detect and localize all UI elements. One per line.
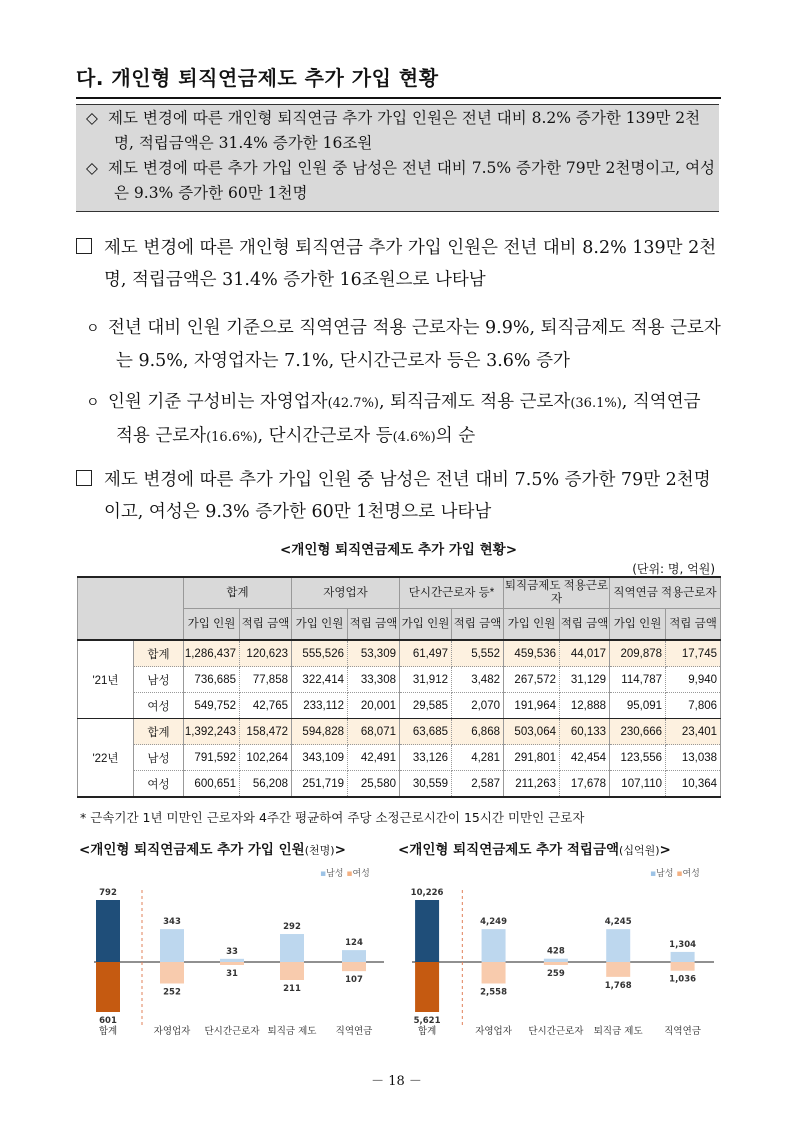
- data-label-female: 5,621: [413, 1016, 441, 1026]
- table-cell: 549,752: [184, 693, 240, 719]
- table-cell: 60,133: [560, 719, 610, 745]
- data-label-female: 107: [345, 975, 363, 986]
- data-label-female: 259: [547, 969, 565, 979]
- chart-unit: (천명): [304, 844, 335, 857]
- table-gender-cell: 합계: [134, 719, 184, 745]
- bar-female: [671, 962, 695, 971]
- body-text: , 단시간근로자 등: [257, 426, 393, 446]
- table-cell: 6,868: [452, 719, 504, 745]
- table-cell: 2,070: [452, 693, 504, 719]
- category-label: 직역연금: [335, 1026, 373, 1037]
- table-group-header: 직역연금 적용근로자: [610, 577, 721, 609]
- table-cell: 61,497: [400, 640, 452, 667]
- table-sub-header: 가입 인원: [610, 609, 666, 641]
- table-cell: 233,112: [292, 693, 348, 719]
- bar-female: [96, 962, 120, 1012]
- bar-male: [415, 900, 439, 962]
- category-label: 단시간근로자: [528, 1026, 584, 1037]
- body-paragraph-3: [76, 386, 721, 454]
- data-label-female: 1,036: [669, 974, 697, 985]
- chart-title-text: >: [659, 842, 671, 858]
- summary-text: 제도 변경에 따른 추가 가입 인원 중 남성은 전년 대비 7.5% 증가한 79만 2천명이고, 여성은 9.3% 증가한 60만 1천명: [108, 159, 716, 202]
- table-cell: 3,482: [452, 667, 504, 693]
- bar-male: [96, 900, 120, 962]
- category-label: 단시간근로자: [204, 1026, 260, 1037]
- section-title: 다. 개인형 퇴직연금제도 추가 가입 현황: [76, 62, 721, 99]
- amount-diverging-bar-chart: [398, 862, 720, 1052]
- table-cell: 42,765: [240, 693, 292, 719]
- table-group-header: 자영업자: [292, 577, 400, 609]
- table-row: [78, 745, 721, 771]
- members-diverging-bar-chart: [80, 862, 390, 1052]
- bar-female: [160, 962, 184, 984]
- body-text: 의 순: [435, 426, 476, 446]
- table-sub-header: 가입 인원: [400, 609, 452, 641]
- bar-male: [160, 929, 184, 962]
- data-label-female: 601: [99, 1016, 117, 1026]
- diamond-icon: ◇: [86, 109, 98, 127]
- bar-male: [220, 959, 244, 962]
- table-gender-cell: 합계: [134, 640, 184, 667]
- summary-text: 제도 변경에 따른 개인형 퇴직연금 추가 가입 인원은 전년 대비 8.2% 증가한 139만 2천명, 적립금액은 31.4% 증가한 16조원: [108, 109, 701, 152]
- bar-female: [606, 962, 630, 977]
- legend-swatch-male: ▪: [650, 869, 657, 879]
- table-row: [78, 640, 721, 667]
- table-cell: 63,685: [400, 719, 452, 745]
- legend-swatch-male: ▪: [320, 869, 327, 879]
- table-cell: 594,828: [292, 719, 348, 745]
- table-group-header: 합계: [184, 577, 292, 609]
- data-label-male: 292: [283, 922, 301, 933]
- body-text: 전년 대비 인원 기준으로 직역연금 적용 근로자는 9.9%, 퇴직금제도 적용 근로자는 9.5%, 자영업자는 7.1%, 단시간근로자 등은 3.6% 증가: [108, 318, 721, 371]
- table-sub-header: 가입 인원: [292, 609, 348, 641]
- table-cell: 9,940: [666, 667, 721, 693]
- table-cell: 56,208: [240, 771, 292, 798]
- body-paragraph-1: [76, 232, 721, 296]
- category-label: 합계: [98, 1026, 118, 1037]
- bar-female: [482, 962, 506, 984]
- legend-label-male: 남성: [656, 869, 677, 879]
- table-cell: 102,264: [240, 745, 292, 771]
- bullet-circle-icon: ㅇ: [86, 395, 100, 411]
- table-cell: 95,091: [610, 693, 666, 719]
- body-text: 인원 기준 구성비는 자영업자: [108, 392, 328, 412]
- legend-label-female: 여성: [682, 869, 700, 879]
- table-cell: 31,129: [560, 667, 610, 693]
- table-cell: 114,787: [610, 667, 666, 693]
- table-row: [78, 719, 721, 745]
- table-sub-header: 적립 금액: [348, 609, 400, 641]
- category-label: 합계: [417, 1026, 437, 1037]
- legend-label-male: 남성: [326, 869, 347, 879]
- data-label-female: 1,768: [604, 980, 632, 991]
- checkbox-square-icon: [76, 470, 92, 486]
- table-cell: 12,888: [560, 693, 610, 719]
- data-label-male: 1,304: [669, 939, 697, 950]
- table-title: <개인형 퇴직연금제도 추가 가입 현황>: [279, 542, 518, 558]
- table-cell: 13,038: [666, 745, 721, 771]
- table-cell: 33,308: [348, 667, 400, 693]
- table-cell: 10,364: [666, 771, 721, 798]
- category-label: 퇴직금 제도: [593, 1026, 643, 1037]
- body-paragraph-4: [76, 464, 721, 528]
- bar-female: [280, 962, 304, 980]
- table-cell: 33,126: [400, 745, 452, 771]
- table-cell: 211,263: [504, 771, 560, 798]
- table-gender-cell: 여성: [134, 693, 184, 719]
- chart-unit: (십억원): [619, 844, 660, 857]
- table-corner: [78, 577, 184, 640]
- table-group-header: 단시간근로자 등*: [400, 577, 504, 609]
- body-text: 제도 변경에 따른 추가 가입 인원 중 남성은 전년 대비 7.5% 증가한 79만 2천명이고, 여성은 9.3% 증가한 60만 1천명으로 나타남: [104, 470, 711, 522]
- chart-legend: [320, 867, 370, 879]
- table-cell: 343,109: [292, 745, 348, 771]
- bar-male: [671, 952, 695, 962]
- data-label-female: 211: [283, 984, 301, 995]
- table-row: [78, 693, 721, 719]
- bar-male: [482, 929, 506, 962]
- table-cell: 68,071: [348, 719, 400, 745]
- legend-swatch-female: ▪: [676, 869, 683, 879]
- table-cell: 20,001: [348, 693, 400, 719]
- bar-male: [280, 934, 304, 962]
- table-cell: 1,392,243: [184, 719, 240, 745]
- table-cell: 251,719: [292, 771, 348, 798]
- table-unit: (단위: 명, 억원): [632, 562, 715, 576]
- table-cell: 120,623: [240, 640, 292, 667]
- checkbox-square-icon: [76, 238, 92, 254]
- table-row: [78, 667, 721, 693]
- summary-item: [76, 106, 719, 156]
- category-label: 퇴직금 제도: [267, 1026, 317, 1037]
- body-text: , 직역연금 적용 근로자: [116, 392, 701, 446]
- table-cell: 1,286,437: [184, 640, 240, 667]
- data-label-male: 33: [226, 946, 238, 957]
- data-label-male: 4,249: [480, 917, 508, 928]
- table-cell: 17,678: [560, 771, 610, 798]
- body-text: 제도 변경에 따른 개인형 퇴직연금 추가 가입 인원은 전년 대비 8.2% 139만 2천명, 적립금액은 31.4% 증가한 16조원으로 나타남: [104, 238, 717, 290]
- table-cell: 77,858: [240, 667, 292, 693]
- chart-title-text: >: [334, 842, 346, 858]
- category-label: 자영업자: [475, 1026, 512, 1037]
- chart-title-members: [79, 838, 346, 858]
- table-sub-header: 적립 금액: [240, 609, 292, 641]
- table-sub-header: 가입 인원: [504, 609, 560, 641]
- bar-female: [342, 962, 366, 971]
- table-year-cell: '22년: [78, 719, 134, 798]
- table-sub-header: 적립 금액: [666, 609, 721, 641]
- data-label-male: 343: [163, 917, 181, 928]
- percent-note: (4.6%): [392, 430, 436, 445]
- table-group-header: 퇴직금제도 적용근로자: [504, 577, 610, 609]
- table-sub-header: 적립 금액: [452, 609, 504, 641]
- summary-box: [76, 104, 719, 212]
- diamond-icon: ◇: [86, 159, 98, 177]
- table-cell: 267,572: [504, 667, 560, 693]
- bar-male: [342, 950, 366, 962]
- table-cell: 158,472: [240, 719, 292, 745]
- body-text: , 퇴직금제도 적용 근로자: [379, 392, 571, 412]
- table-cell: 2,587: [452, 771, 504, 798]
- table-cell: 25,580: [348, 771, 400, 798]
- page-number: － 18 －: [371, 1074, 422, 1089]
- table-cell: 503,064: [504, 719, 560, 745]
- table-cell: 123,556: [610, 745, 666, 771]
- table-cell: 459,536: [504, 640, 560, 667]
- table-cell: 600,651: [184, 771, 240, 798]
- table-sub-header: 적립 금액: [560, 609, 610, 641]
- table-cell: 17,745: [666, 640, 721, 667]
- bar-male: [606, 929, 630, 962]
- table-cell: 42,454: [560, 745, 610, 771]
- data-label-male: 124: [345, 938, 363, 949]
- table-cell: 42,491: [348, 745, 400, 771]
- table-gender-cell: 여성: [134, 771, 184, 798]
- percent-note: (36.1%): [570, 396, 622, 411]
- table-cell: 7,806: [666, 693, 721, 719]
- legend-swatch-female: ▪: [346, 869, 353, 879]
- table-cell: 291,801: [504, 745, 560, 771]
- chart-title-text: <개인형 퇴직연금제도 추가 적립금액: [398, 842, 620, 858]
- bar-female: [544, 962, 568, 965]
- table-cell: 5,552: [452, 640, 504, 667]
- bar-male: [544, 959, 568, 962]
- table-cell: 191,964: [504, 693, 560, 719]
- table-gender-cell: 남성: [134, 745, 184, 771]
- table-cell: 209,878: [610, 640, 666, 667]
- data-label-male: 4,245: [604, 917, 632, 928]
- chart-title-text: <개인형 퇴직연금제도 추가 가입 인원: [79, 842, 305, 858]
- chart-title-amount: [398, 838, 671, 858]
- summary-item: [76, 156, 719, 206]
- legend-label-female: 여성: [352, 869, 370, 879]
- bar-female: [220, 962, 244, 965]
- category-label: 자영업자: [153, 1026, 191, 1037]
- bullet-circle-icon: ㅇ: [86, 321, 100, 337]
- data-label-female: 2,558: [480, 987, 508, 998]
- table-gender-cell: 남성: [134, 667, 184, 693]
- stats-table: [77, 576, 721, 798]
- table-footnote: * 근속기간 1년 미만인 근로자와 4주간 평균하여 주당 소정근로시간이 15시간 미만인 근로자: [80, 810, 585, 825]
- table-cell: 230,666: [610, 719, 666, 745]
- table-cell: 322,414: [292, 667, 348, 693]
- table-cell: 107,110: [610, 771, 666, 798]
- data-label-female: 252: [163, 987, 181, 998]
- table-row: [78, 771, 721, 798]
- chart-legend: [650, 867, 700, 879]
- category-label: 직역연금: [664, 1026, 701, 1037]
- bar-female: [415, 962, 439, 1012]
- table-cell: 44,017: [560, 640, 610, 667]
- table-cell: 555,526: [292, 640, 348, 667]
- percent-note: (16.6%): [206, 430, 258, 445]
- body-paragraph-2: [76, 312, 721, 377]
- table-sub-header: 가입 인원: [184, 609, 240, 641]
- data-label-male: 792: [99, 888, 117, 898]
- data-label-female: 31: [226, 969, 238, 979]
- table-cell: 4,281: [452, 745, 504, 771]
- table-cell: 30,559: [400, 771, 452, 798]
- data-label-male: 10,226: [410, 888, 444, 898]
- percent-note: (42.7%): [327, 396, 380, 411]
- table-cell: 736,685: [184, 667, 240, 693]
- table-year-cell: '21년: [78, 640, 134, 719]
- table-cell: 53,309: [348, 640, 400, 667]
- table-cell: 29,585: [400, 693, 452, 719]
- table-cell: 791,592: [184, 745, 240, 771]
- table-cell: 23,401: [666, 719, 721, 745]
- data-label-male: 428: [547, 946, 565, 957]
- table-cell: 31,912: [400, 667, 452, 693]
